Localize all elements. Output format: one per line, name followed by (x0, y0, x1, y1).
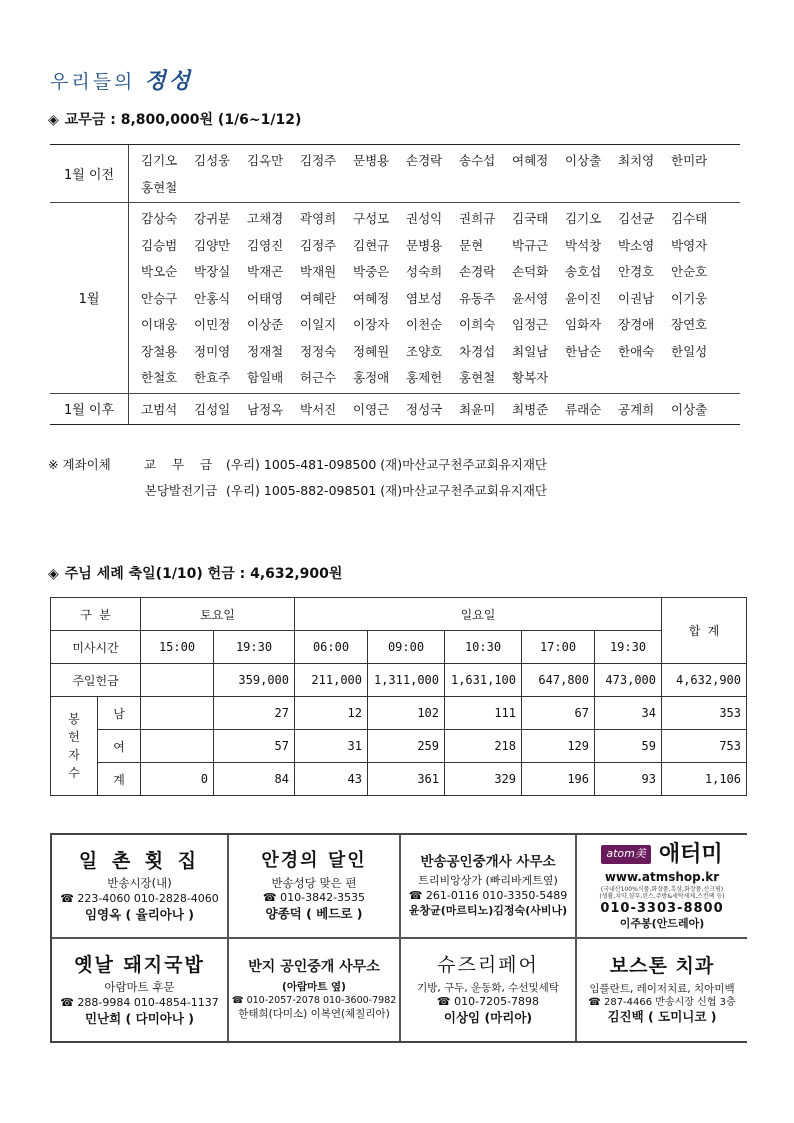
ad-phone: 288-9984 010-4854-1137 (77, 995, 219, 1009)
ad-owner: 김진백 ( 도미니코 ) (607, 1009, 717, 1025)
donor-name: 구성모 (353, 211, 390, 227)
header-total: 합 계 (662, 598, 747, 664)
donor-name: 이상준 (247, 317, 284, 333)
count-label: 남 (98, 697, 141, 730)
donor-name: 박장실 (194, 264, 231, 280)
ad-title: 슈즈리페어 (437, 954, 539, 977)
ad-title: 일 촌 횟 집 (78, 849, 201, 872)
donor-name: 장연호 (671, 317, 708, 333)
ad-title: 반지 공인중개 사무소 (248, 959, 380, 976)
donor-name: 김정주 (300, 237, 337, 253)
donation-table (50, 144, 740, 425)
donor-name: 곽영희 (300, 211, 337, 227)
donor-name: 박서진 (300, 401, 337, 417)
donor-name: 임정근 (512, 317, 549, 333)
donor-name: 공계희 (618, 401, 655, 417)
cash-row (51, 664, 747, 697)
donor-name: 이일지 (300, 317, 337, 333)
donor-name: 고범석 (141, 401, 178, 417)
account-prefix: ※ 계좌이체 (48, 457, 111, 472)
donor-name: 박중은 (353, 264, 390, 280)
donor-name: 안순호 (671, 264, 708, 280)
count-cell: 102 (368, 697, 445, 730)
heading-big: 정성 (144, 69, 193, 94)
heading-small: 우리들의 (50, 71, 136, 93)
ad-glasses (229, 835, 399, 937)
count-cell: 196 (522, 763, 595, 796)
header-mass-time: 미사시간 (51, 631, 141, 664)
diamond-icon: ◈ (48, 566, 59, 582)
donor-name: 박오순 (141, 264, 178, 280)
donor-name: 이상출 (565, 153, 602, 169)
donation-row (50, 202, 740, 393)
count-cell: 12 (295, 697, 368, 730)
donor-name: 유동주 (459, 290, 496, 306)
cash-cell: 1,311,000 (368, 664, 445, 697)
donor-name: 박재곤 (247, 264, 284, 280)
ad-title: 반송공인중개사 사무소 (420, 854, 556, 871)
ad-sub: 반송시장(내) (107, 876, 172, 891)
donor-name: 최치영 (618, 153, 655, 169)
donor-name: 박소영 (618, 237, 655, 253)
count-cell: 753 (662, 730, 747, 763)
count-cell: 329 (445, 763, 522, 796)
ad-phone: 010-3842-3535 (280, 891, 366, 905)
donor-name: 안경호 (618, 264, 655, 280)
count-cell: 27 (214, 697, 295, 730)
donor-name: 손경락 (459, 264, 496, 280)
count-cell: 1,106 (662, 763, 747, 796)
ad-sub: 임플란트, 레이저치료, 치아미백 (589, 982, 735, 995)
cash-cell: 4,632,900 (662, 664, 747, 697)
cash-cell: 473,000 (595, 664, 662, 697)
ad-boston-dental (577, 939, 747, 1041)
count-cell: 93 (595, 763, 662, 796)
donation-row-label: 1월 이전 (50, 145, 129, 202)
count-cell: 43 (295, 763, 368, 796)
diamond-icon: ◈ (48, 112, 59, 128)
donor-name: 함일배 (247, 370, 284, 386)
count-row (51, 730, 747, 763)
count-label: 계 (98, 763, 141, 796)
phone-icon: ☎ (60, 891, 74, 905)
donor-name: 여혜정 (353, 290, 390, 306)
account-name: 본당발전기금 (144, 483, 218, 498)
donor-name: 이기웅 (671, 290, 708, 306)
offering-title: ◈ 주님 세례 축일(1/10) 헌금 : 4,632,900원 (48, 566, 343, 582)
ad-title: 애터미 (658, 841, 723, 867)
ad-sub: (아람마트 옆) (282, 981, 346, 994)
donor-name: 한효주 (194, 370, 231, 386)
header-saturday: 토요일 (141, 598, 295, 631)
ad-sub: 트리비앙상가 (빠리바게트옆) (418, 874, 558, 888)
ad-title: 옛날 돼지국밥 (74, 953, 205, 976)
donor-name: 김수태 (671, 211, 708, 227)
donation-row-label: 1월 이후 (50, 394, 129, 425)
donor-name: 류래순 (565, 401, 602, 417)
donor-name: 박재원 (300, 264, 337, 280)
donor-name: 장철용 (141, 343, 178, 359)
phone-icon: ☎ (408, 889, 423, 903)
mass-time: 10:30 (445, 631, 522, 664)
donor-name: 안승구 (141, 290, 178, 306)
ad-url: www.atmshop.kr (604, 870, 720, 885)
phone-icon: ☎ (60, 995, 74, 1009)
ad-bansong-realty (401, 835, 575, 937)
ad-title: 안경의 달인 (261, 850, 367, 872)
count-cell: 0 (141, 763, 214, 796)
cash-cell: 211,000 (295, 664, 368, 697)
accounts (48, 451, 547, 503)
donor-name: 김국태 (512, 211, 549, 227)
ad-small: (생활,치약,샴푸,린스,주방&세탁세제,스킨팩 등) (599, 892, 725, 900)
cash-cell: 359,000 (214, 664, 295, 697)
donor-name: 정혜원 (353, 343, 390, 359)
count-cell: 353 (662, 697, 747, 730)
donor-name: 어태영 (247, 290, 284, 306)
ad-title: 보스톤 치과 (609, 954, 715, 977)
donor-name: 김영진 (247, 237, 284, 253)
mass-time: 09:00 (368, 631, 445, 664)
donor-name: 송수섭 (459, 153, 496, 169)
offering-table (50, 597, 747, 796)
header-gubun: 구 분 (51, 598, 141, 631)
donor-name: 김양만 (194, 237, 231, 253)
count-cell: 57 (214, 730, 295, 763)
donor-name: 강귀분 (194, 211, 231, 227)
count-cell: 218 (445, 730, 522, 763)
count-cell: 31 (295, 730, 368, 763)
donor-name: 김성일 (194, 401, 231, 417)
donor-name: 박규근 (512, 237, 549, 253)
donation-row (50, 145, 740, 202)
donor-name: 차경섭 (459, 343, 496, 359)
donor-name: 한철호 (141, 370, 178, 386)
donor-name: 김옥만 (247, 153, 284, 169)
donor-name: 안홍식 (194, 290, 231, 306)
donor-name: 한애숙 (618, 343, 655, 359)
donor-name: 남정옥 (247, 401, 284, 417)
donor-name: 이천순 (406, 317, 443, 333)
ad-grid (50, 833, 747, 1043)
donor-name: 한미라 (671, 153, 708, 169)
donor-name: 손덕화 (512, 264, 549, 280)
donor-name: 최윤미 (459, 401, 496, 417)
donor-name: 권희규 (459, 211, 496, 227)
donation-row-label: 1월 (50, 203, 129, 393)
donor-name: 문병용 (406, 237, 443, 253)
donor-name: 황복자 (512, 370, 549, 386)
count-cell (141, 697, 214, 730)
ad-phone: 010-3303-8800 (600, 900, 724, 916)
donor-name: 김기오 (565, 211, 602, 227)
group-label: 봉 헌 자 수 (51, 697, 98, 796)
donor-name: 문현 (459, 237, 484, 253)
donor-name: 여혜정 (512, 153, 549, 169)
donor-name: 홍제헌 (406, 370, 443, 386)
donor-name: 정재철 (247, 343, 284, 359)
count-cell: 67 (522, 697, 595, 730)
mass-time: 19:30 (595, 631, 662, 664)
donor-name: 한남순 (565, 343, 602, 359)
count-cell: 34 (595, 697, 662, 730)
donor-name: 임화자 (565, 317, 602, 333)
atomy-logo: atom美 (601, 845, 651, 864)
donation-row (50, 393, 740, 425)
donor-name: 조양호 (406, 343, 443, 359)
donor-name: 김성웅 (194, 153, 231, 169)
ad-owner: 이주봉(안드레아) (619, 917, 705, 931)
ad-owner: 한태희(다미소) 이복연(체칠리아) (238, 1008, 390, 1021)
count-row (51, 697, 747, 730)
count-cell: 59 (595, 730, 662, 763)
donor-name: 염보성 (406, 290, 443, 306)
donor-name: 문병용 (353, 153, 390, 169)
donor-name: 이권남 (618, 290, 655, 306)
mass-time: 17:00 (522, 631, 595, 664)
ad-small: (국내산100%식품,화장품,흑삼,화장품,선크림) (600, 885, 724, 893)
ad-gukbap (52, 939, 227, 1041)
donor-name: 성숙희 (406, 264, 443, 280)
count-cell (141, 730, 214, 763)
ad-atomy (577, 835, 747, 937)
donor-name: 이영근 (353, 401, 390, 417)
donor-name: 정정숙 (300, 343, 337, 359)
donor-name: 정성국 (406, 401, 443, 417)
donor-name: 김선균 (618, 211, 655, 227)
donor-name: 장경애 (618, 317, 655, 333)
ad-ilchon (52, 835, 227, 937)
phone-icon: ☎ (436, 995, 451, 1009)
donor-name: 김현규 (353, 237, 390, 253)
ad-phone: 261-0116 010-3350-5489 (425, 889, 568, 903)
donor-name: 이장자 (353, 317, 390, 333)
ad-phone: 010-7205-7898 (454, 995, 540, 1009)
donor-name: 감상숙 (141, 211, 178, 227)
donor-name: 이희숙 (459, 317, 496, 333)
donor-name: 김기오 (141, 153, 178, 169)
count-cell: 84 (214, 763, 295, 796)
cash-cell: 1,631,100 (445, 664, 522, 697)
cash-cell: 647,800 (522, 664, 595, 697)
donor-name: 허근수 (300, 370, 337, 386)
mass-time: 19:30 (214, 631, 295, 664)
count-cell: 129 (522, 730, 595, 763)
ad-owner: 민난희 ( 다미아나 ) (84, 1010, 194, 1026)
donor-name: 손경락 (406, 153, 443, 169)
donation-title: ◈ 교무금 : 8,800,000원 (1/6~1/12) (48, 112, 302, 128)
account-text: (우리) 1005-481-098500 (재)마산교구천주교회유지재단 (226, 457, 547, 472)
account-name: 교 무 금 (143, 457, 219, 472)
ad-phone: 010-2057-2078 010-3600-7982 (246, 994, 397, 1006)
ad-sub: 반송성당 맞은 편 (271, 875, 357, 890)
ad-owner: 이상임 (마리아) (443, 1009, 533, 1025)
donor-name: 한일성 (671, 343, 708, 359)
mass-time: 15:00 (141, 631, 214, 664)
donor-name: 윤이진 (565, 290, 602, 306)
donor-name: 최병준 (512, 401, 549, 417)
ad-owner: 윤창균(마르티노)김정숙(사비나) (408, 904, 568, 918)
donor-name: 이상출 (671, 401, 708, 417)
mass-time: 06:00 (295, 631, 368, 664)
count-cell: 111 (445, 697, 522, 730)
account-text: (우리) 1005-882-098501 (재)마산교구천주교회유지재단 (226, 483, 547, 498)
donor-name: 최일남 (512, 343, 549, 359)
header-sunday: 일요일 (295, 598, 662, 631)
donor-name: 홍현철 (459, 370, 496, 386)
ad-phone: 287-4466 반송시장 신협 3층 (603, 996, 736, 1008)
cash-cell (141, 664, 214, 697)
ad-owner: 양종덕 ( 베드로 ) (265, 905, 363, 921)
page-heading (50, 64, 193, 95)
donor-name: 김정주 (300, 153, 337, 169)
ad-phone: 223-4060 010-2828-4060 (77, 891, 219, 905)
donor-name: 박영자 (671, 237, 708, 253)
count-cell: 361 (368, 763, 445, 796)
donor-name: 윤서영 (512, 290, 549, 306)
phone-icon: ☎ (231, 994, 244, 1006)
count-row (51, 763, 747, 796)
donor-name: 정미영 (194, 343, 231, 359)
count-label: 여 (98, 730, 141, 763)
ad-sub: 아람마트 후문 (104, 980, 175, 995)
phone-icon: ☎ (588, 996, 601, 1008)
count-cell: 259 (368, 730, 445, 763)
donor-name: 이민정 (194, 317, 231, 333)
ad-banji-realty (229, 939, 399, 1041)
ad-owner: 임영옥 ( 율리아나 ) (84, 906, 194, 922)
donor-name: 김승범 (141, 237, 178, 253)
donor-name: 홍현철 (141, 179, 178, 195)
donor-name: 송호섭 (565, 264, 602, 280)
donor-name: 이대웅 (141, 317, 178, 333)
ad-sub: 기방, 구두, 운동화, 수선및세탁 (417, 981, 559, 994)
ad-shoe-repair (401, 939, 575, 1041)
phone-icon: ☎ (262, 891, 277, 905)
donor-name: 고채경 (247, 211, 284, 227)
donor-name: 권성익 (406, 211, 443, 227)
donor-name: 박석창 (565, 237, 602, 253)
donor-name: 홍정애 (353, 370, 390, 386)
cash-label: 주일헌금 (51, 664, 141, 697)
donor-name: 여혜란 (300, 290, 337, 306)
